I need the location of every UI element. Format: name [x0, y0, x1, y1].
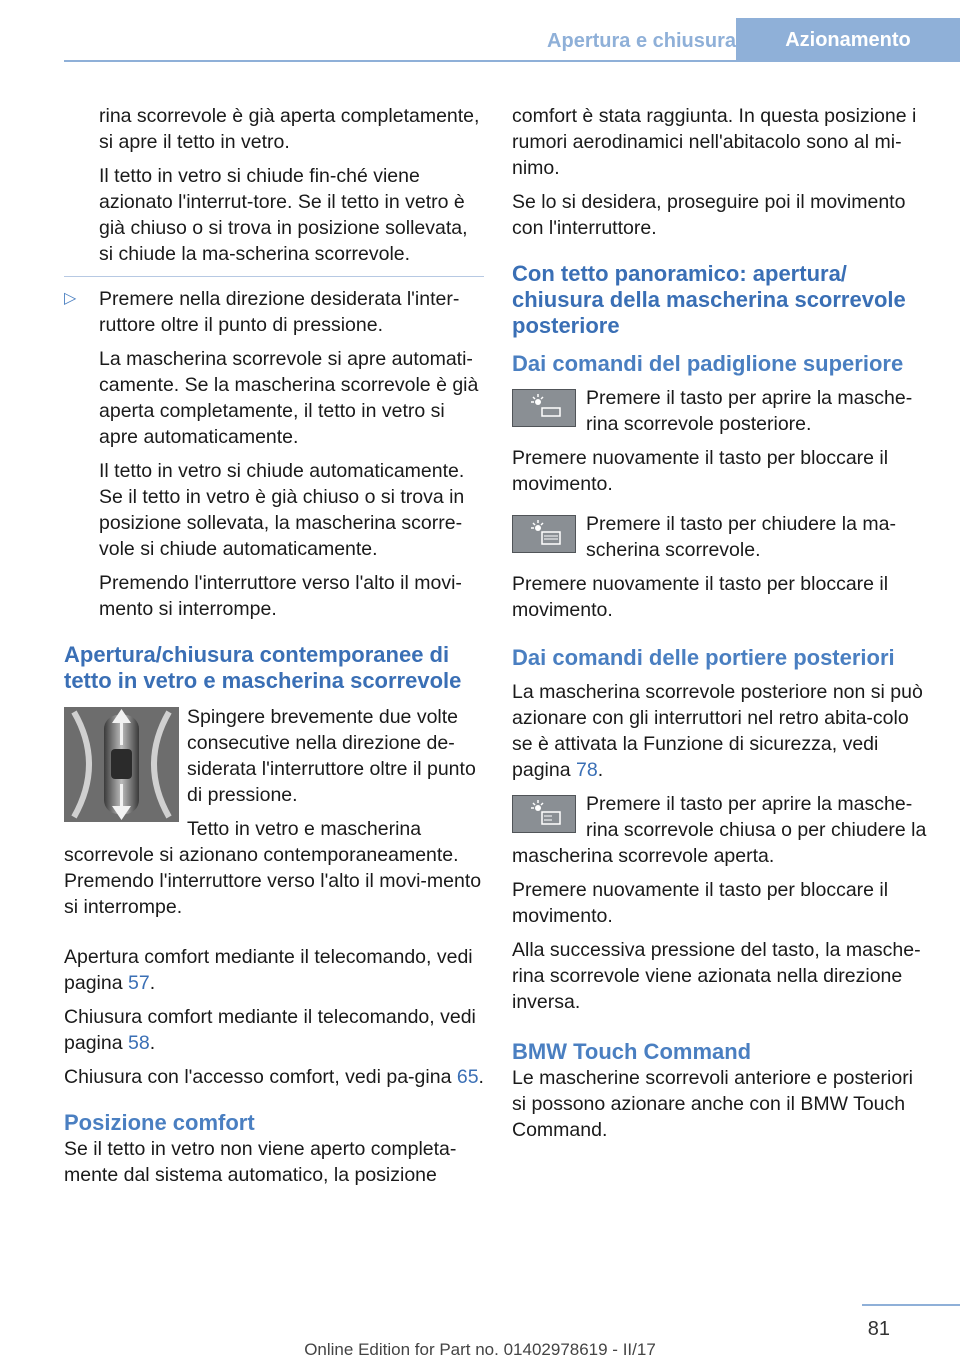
sunblind-button-icon [512, 389, 576, 427]
paragraph: Spingere brevemente due volte consecutive nella direzione de-siderata l'interruttore oltre il punto di pressione. [187, 706, 476, 806]
header-rule [64, 60, 960, 62]
sunblind-button-icon [512, 515, 576, 553]
paragraph: Premere nuovamente il tasto per bloccare il movimento. [512, 447, 889, 495]
page-number: 81 [867, 1318, 890, 1340]
footer-rule [862, 1304, 960, 1306]
simultaneous-block [64, 704, 484, 928]
page-header [64, 0, 960, 62]
section-title: Apertura e chiusura [547, 30, 736, 52]
paragraph: Alla successiva pressione del tasto, la masche-rina scorrevole viene azionata nella direzione inversa. [512, 939, 921, 1013]
paragraph: Il tetto in vetro si chiude automaticamente. Se il tetto in vetro è già chiuso o si trova in posizione sollevata, la mascherina scorre-vole si chiude automaticamente. [99, 460, 465, 560]
paragraph: comfort è stata raggiunta. In questa posizione i rumori aerodinamici nell'abitacolo sono al mi-nimo. [512, 105, 917, 179]
paragraph: Premere nuovamente il tasto per bloccare il movimento. [512, 573, 889, 621]
button-row [512, 791, 930, 877]
paragraph: Se lo si desidera, proseguire poi il movimento con l'interruttore. [512, 191, 906, 239]
paragraph: Premere il tasto per aprire la masche-rina scorrevole posteriore. [586, 387, 913, 435]
heading-simultaneous: Apertura/chiusura contemporanee di tetto in vetro e mascherina scorrevole [64, 642, 462, 693]
divider [64, 276, 484, 277]
edition-footer: Online Edition for Part no. 01402978619 - II/17 [304, 1340, 656, 1359]
paragraph: Chiusura con l'accesso comfort, vedi pa-gina 65. [64, 1066, 484, 1088]
heading-comfort: Posizione comfort [64, 1110, 255, 1135]
button-row [512, 511, 930, 571]
paragraph: Tetto in vetro e mascherina scorrevole si azionano contemporaneamente. Premendo l'interruttore verso l'alto il movi-mento si interrompe. [64, 818, 482, 918]
paragraph: Premere nella direzione desiderata l'inter-ruttore oltre il punto di pressione. [99, 288, 460, 336]
paragraph: La mascherina scorrevole posteriore non si può azionare con gli interruttori nel retro abita-colo se è attivata la Funzione di sicurezza, vedi pagina 78. [512, 681, 923, 781]
paragraph: Chiusura comfort mediante il telecomando, vedi pagina 58. [64, 1006, 476, 1054]
paragraph: Premendo l'interruttore verso l'alto il movi-mento si interrompe. [99, 572, 462, 620]
heading-panorama: Con tetto panoramico: apertura/ chiusura della mascherina scorrevole posteriore [512, 261, 906, 338]
page-link[interactable]: 58 [127, 1032, 150, 1054]
paragraph: La mascherina scorrevole si apre automati-camente. Se la mascherina scorrevole è già aperta completamente, il tetto in vetro si apre automaticamente. [99, 348, 479, 448]
heading-headliner: Dai comandi del padiglione superiore [512, 351, 904, 376]
left-column [64, 103, 484, 1196]
sunblind-button-icon [512, 795, 576, 833]
paragraph: Premere nuovamente il tasto per bloccare il movimento. [512, 879, 889, 927]
play-triangle-icon: ▷ [64, 290, 77, 307]
paragraph: Se il tetto in vetro non viene aperto completa-mente dal sistema automatico, la posizione [64, 1138, 457, 1186]
roof-switch-image [64, 707, 179, 822]
chapter-tab[interactable]: Azionamento [736, 18, 960, 62]
paragraph: Apertura comfort mediante il telecomando, vedi pagina 57. [64, 946, 473, 994]
page-link[interactable]: 65 [456, 1066, 479, 1088]
paragraph: rina scorrevole è già aperta completamente, si apre il tetto in vetro. [99, 105, 480, 153]
heading-touch-command: BMW Touch Command [512, 1039, 752, 1064]
button-row [512, 385, 930, 445]
right-column [512, 103, 930, 1151]
paragraph: Premere il tasto per chiudere la ma-scherina scorrevole. [586, 513, 896, 561]
page-link[interactable]: 78 [575, 759, 598, 781]
heading-rear-doors: Dai comandi delle portiere posteriori [512, 645, 895, 670]
list-item [64, 286, 484, 622]
paragraph: Premere il tasto per aprire la masche-rina scorrevole chiusa o per chiudere la mascherina scorrevole aperta. [512, 793, 927, 867]
paragraph: Il tetto in vetro si chiude fin-ché viene azionato l'interrut-tore. Se il tetto in vetro è già chiuso o si trova in posizione sollevata, si chiude la ma-scherina scorrevole. [99, 165, 468, 265]
page-link[interactable]: 57 [127, 972, 150, 994]
paragraph: Le mascherine scorrevoli anteriore e posteriori si possono azionare anche con il BMW Touch Command. [512, 1067, 914, 1141]
